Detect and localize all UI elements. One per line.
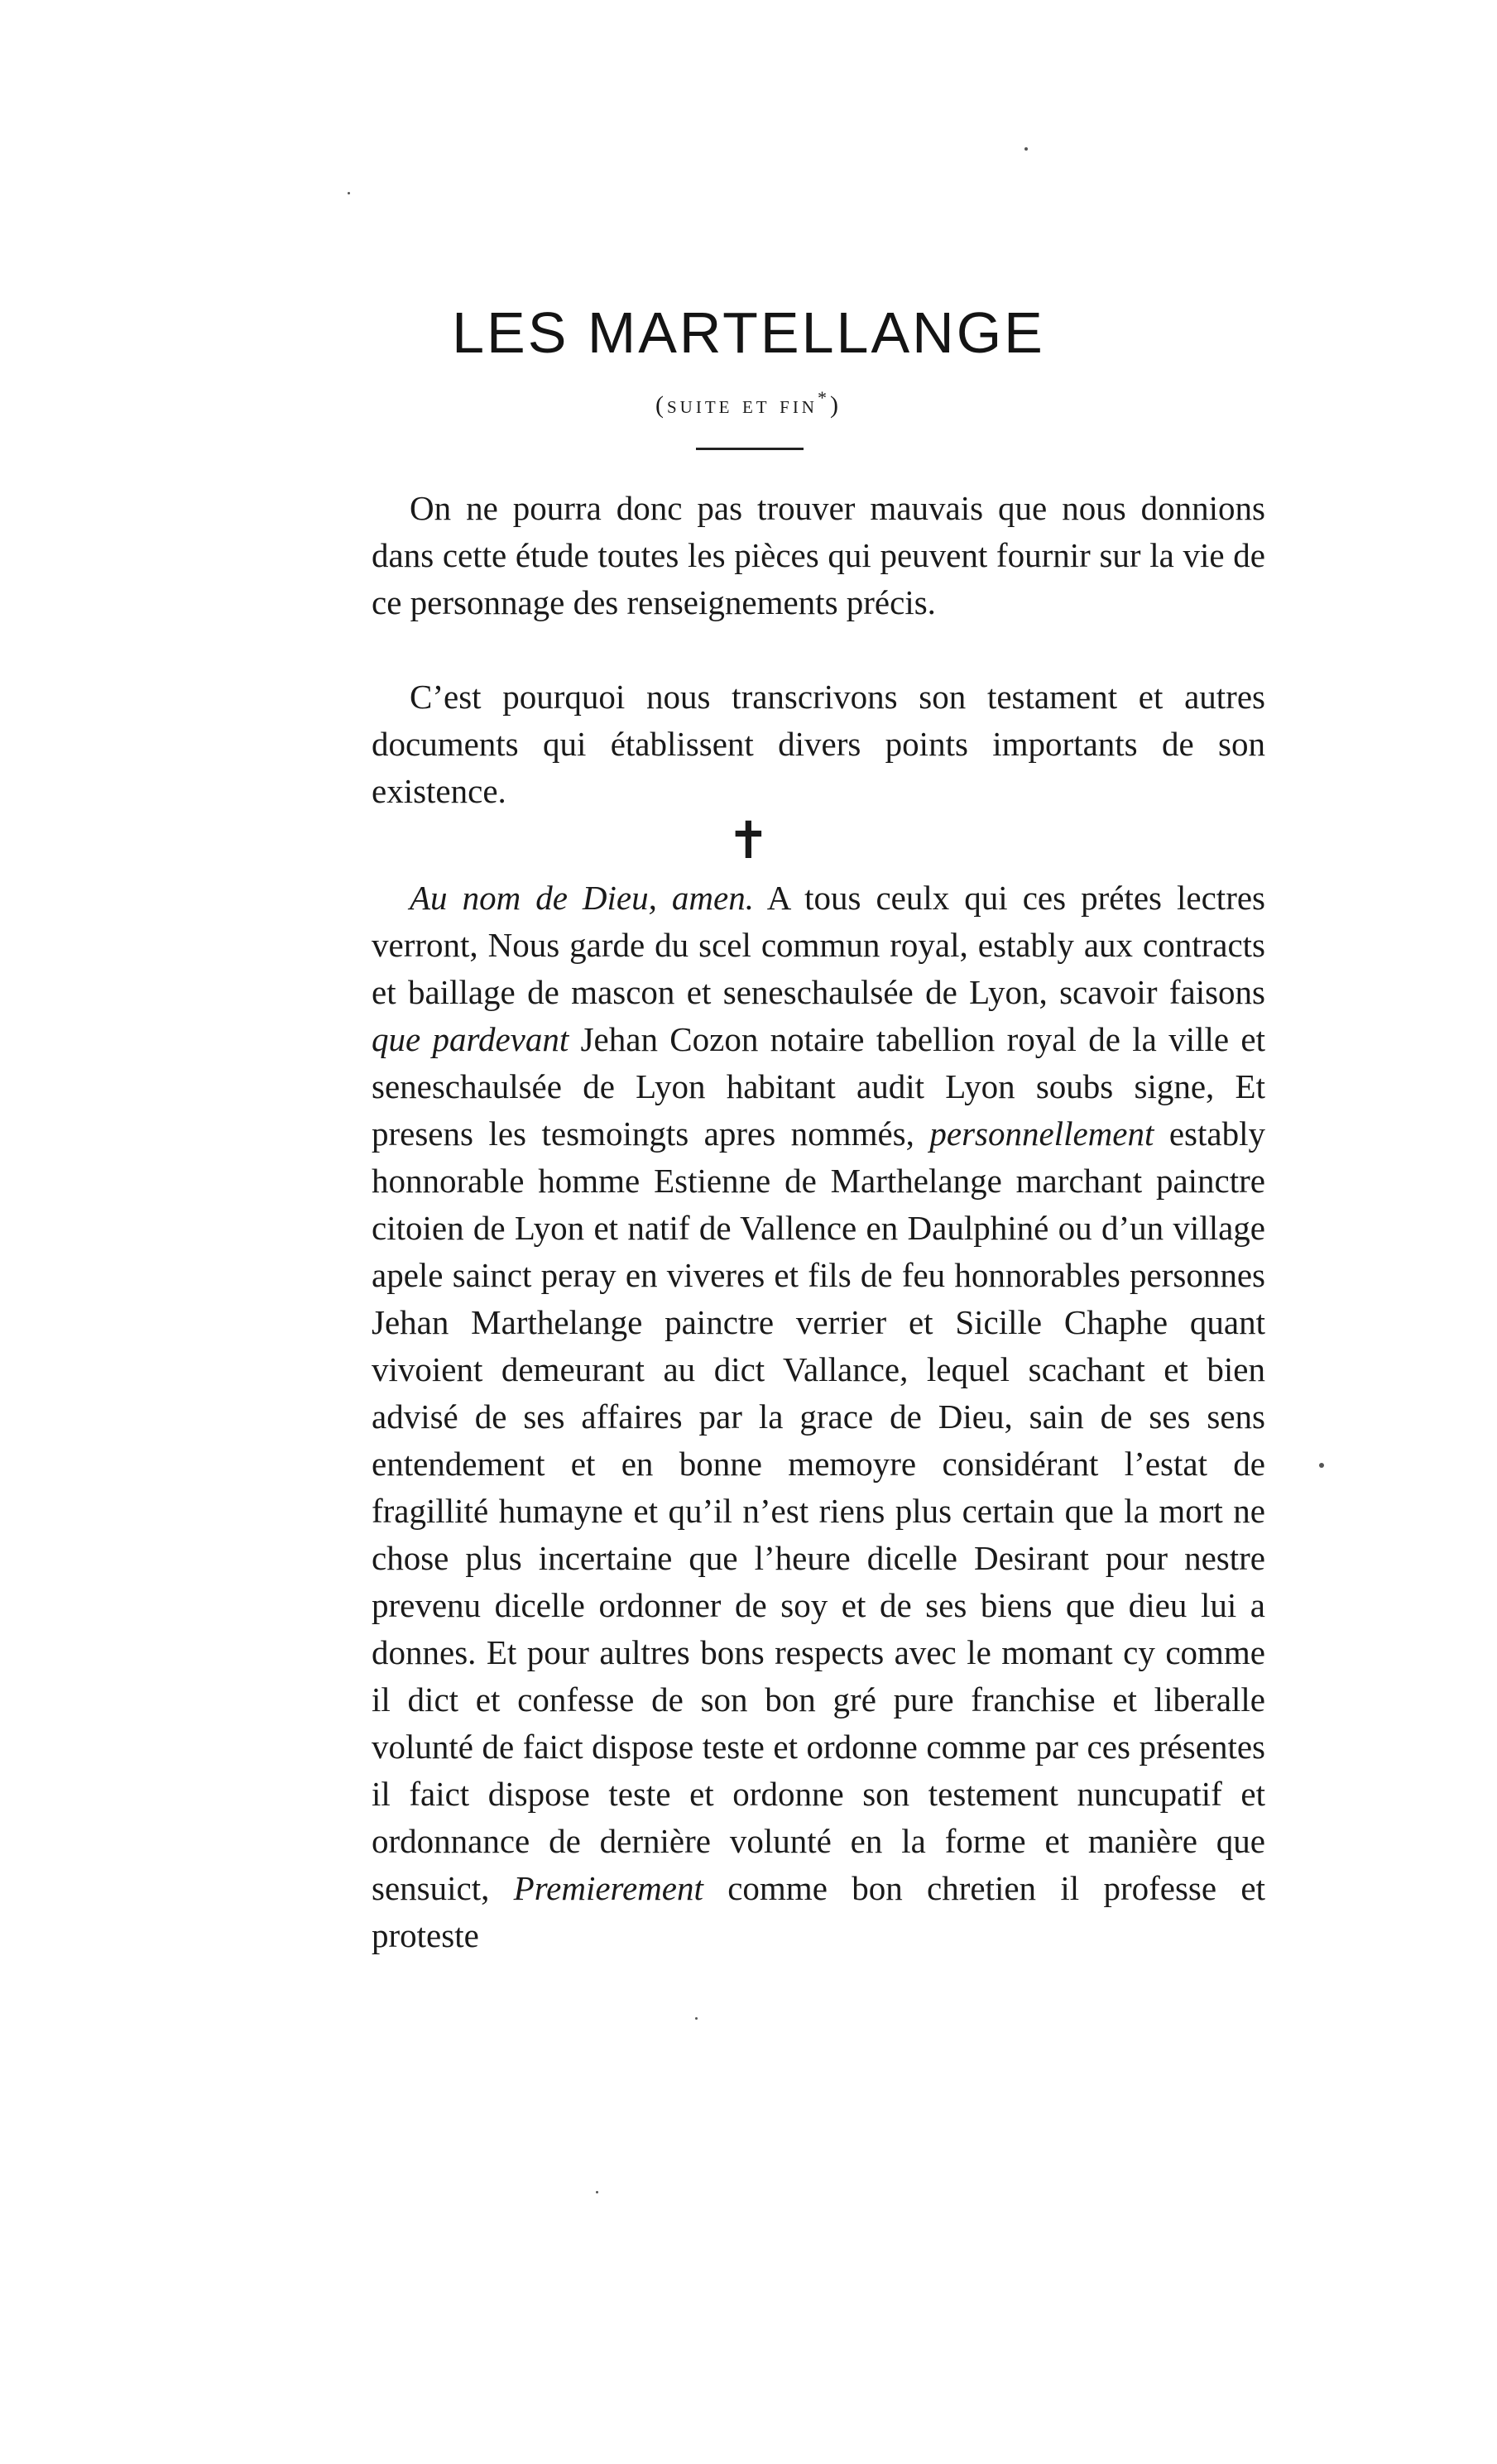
text-segment-4: comme bon chretien il professe et proteste — [372, 1869, 1265, 1954]
paper-speck — [1024, 147, 1028, 151]
text-segment-2: Jehan Cozon notaire tabellion royal de la ville et seneschaulsée de Lyon habitant audit Lyon soubs signe, Et presens les tesmoingts apres nommés, — [372, 1020, 1265, 1153]
subtitle-text: (suite et fin — [655, 391, 818, 419]
italic-premierement: Premierement — [513, 1869, 703, 1907]
paragraph-second — [372, 674, 1265, 815]
title-divider — [696, 448, 804, 450]
footnote-mark: * — [817, 387, 830, 408]
subtitle — [0, 387, 1497, 419]
paragraph-3-text — [372, 875, 1265, 1959]
italic-invocation: Au nom de Dieu, amen. — [410, 879, 754, 917]
page-title: LES MARTELLANGE — [452, 300, 1045, 365]
paragraph-2-text: C’est pourquoi nous transcrivons son testament et autres documents qui établissent divers points importants de son existence. — [372, 678, 1265, 810]
paragraph-testament — [372, 875, 1265, 1959]
cross-ornament-icon: ✝ — [727, 810, 770, 870]
paragraph-intro — [372, 485, 1265, 626]
text-segment-3: estably honnorable homme Estienne de Marthelange marchant painctre citoien de Lyon et natif de Vallence en Daulphiné ou d’un village apele sainct peray en viveres et fils de feu honnorables personnes Jehan Marthelange painctre verrier et Sicille Chaphe quant vivoient demeurant au dict Vallance, lequel scachant et bien advisé de ses affaires par la grace de Dieu, sain de ses sens entendement et en bonne memoyre considérant l’estat de fragillité humayne et qu’il n’est riens plus certain que la mort ne chose plus incertaine que l’heure dicelle Desirant pour nestre prevenu dicelle ordonner de soy et de ses biens que dieu lui a donnes. Et pour aultres bons respects avec le momant cy comme il dict et confesse de son bon gré pure franchise et liberalle volunté de faict dispose teste et ordonne comme par ces présentes il faict dispose teste et ordonne son testement nuncupatif et ordonnance de dernière volunté en la forme et manière que sensuict, — [372, 1115, 1265, 1907]
paper-speck — [1319, 1463, 1324, 1468]
paper-speck — [596, 2191, 598, 2193]
paragraph-1-text: On ne pourra donc pas trouver mauvais que nous donnions dans cette étude toutes les pièces qui peuvent fournir sur la vie de ce personnage des renseignements précis. — [372, 489, 1265, 621]
subtitle-close: ) — [829, 391, 842, 419]
italic-que-pardevant: que pardevant — [372, 1020, 569, 1058]
italic-personnellement: personnellement — [929, 1115, 1154, 1153]
text-segment-1: A tous ceulx qui ces prétes lectres verront, Nous garde du scel commun royal, estably aux contracts et baillage de mascon et seneschaulsée de Lyon, scavoir faisons — [372, 879, 1265, 1011]
paper-speck — [695, 2017, 698, 2020]
paper-speck — [348, 192, 350, 194]
